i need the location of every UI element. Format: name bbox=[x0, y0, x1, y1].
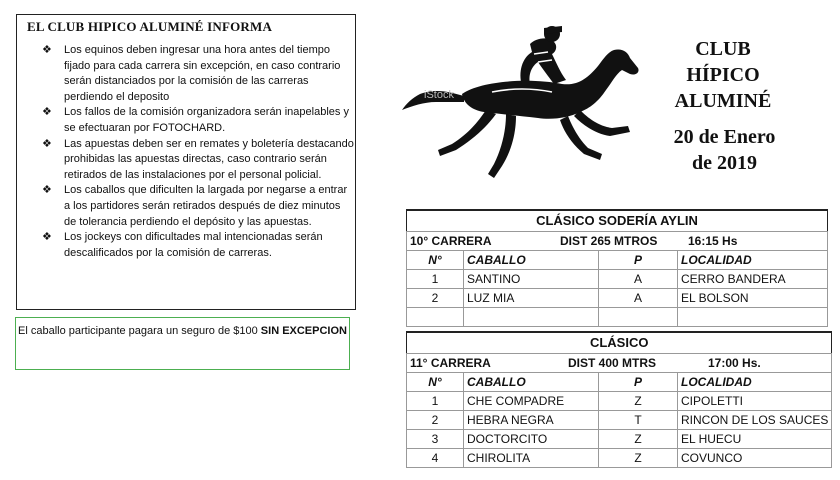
col-header-locality: LOCALIDAD bbox=[678, 250, 828, 269]
col-header-horse: CABALLO bbox=[464, 372, 599, 391]
table-row: 3 DOCTORCITO Z EL HUECU bbox=[407, 429, 832, 448]
col-header-p: P bbox=[599, 250, 678, 269]
race-time: 16:15 Hs bbox=[688, 233, 738, 248]
club-title bbox=[648, 36, 798, 114]
table-row: 1 SANTINO A CERRO BANDERA bbox=[407, 269, 828, 288]
table-header-row bbox=[407, 250, 828, 269]
table-row-empty bbox=[407, 307, 828, 326]
table-row: 4 CHIROLITA Z COVUNCO bbox=[407, 448, 832, 467]
diamond-bullet-icon: ❖ bbox=[42, 184, 52, 197]
race-title: CLÁSICO SODERÍA AYLIN bbox=[407, 210, 828, 231]
table-row: 1 CHE COMPADRE Z CIPOLETTI bbox=[407, 391, 832, 410]
race-time: 17:00 Hs. bbox=[708, 355, 761, 370]
rule-item: ❖ Las apuestas deben ser en remates y boletería destacando prohibidas las apuestas directas, caso contrario serán retirados de las instalaciones por el personal policial. bbox=[42, 137, 354, 181]
race-distance: DIST 400 MTRS bbox=[568, 355, 657, 370]
rule-item: ❖ Los caballos que dificulten la largada por negarse a entrar a los partidores serán retirados después de diez minutos de tolerancia perdiendo el depósito y las apuestas. bbox=[42, 184, 348, 228]
race-info bbox=[407, 353, 832, 372]
race-distance: DIST 265 MTROS bbox=[560, 233, 658, 248]
col-header-num: N° bbox=[407, 250, 464, 269]
notice-text: El caballo participante pagara un seguro de $100 bbox=[18, 325, 258, 337]
diamond-bullet-icon: ❖ bbox=[42, 231, 52, 244]
insurance-notice bbox=[15, 317, 350, 370]
info-box bbox=[16, 14, 356, 310]
notice-bold: SIN EXCEPCION bbox=[260, 325, 347, 337]
table-header-row bbox=[407, 372, 832, 391]
info-title: EL CLUB HIPICO ALUMINÉ INFORMA bbox=[27, 19, 273, 34]
race-table-11 bbox=[406, 331, 832, 468]
rules-list bbox=[42, 43, 354, 261]
race-title-row bbox=[407, 332, 832, 353]
race-table-10 bbox=[406, 209, 828, 327]
race-info-row bbox=[407, 231, 828, 250]
race-number: 11° CARRERA bbox=[410, 355, 491, 370]
race-title-row bbox=[407, 210, 828, 231]
race-number: 10° CARRERA bbox=[410, 233, 492, 248]
club-line-1: CLUB bbox=[695, 38, 751, 60]
diamond-bullet-icon: ❖ bbox=[42, 137, 52, 150]
rule-item: ❖ Los fallos de la comisión organizadora serán inapelables y se efectuaran por FOTOCHARD. bbox=[42, 106, 349, 134]
date-line-2: de 2019 bbox=[692, 152, 757, 174]
race-info-row bbox=[407, 353, 832, 372]
race-title: CLÁSICO bbox=[407, 332, 832, 353]
table-row: 2 HEBRA NEGRA T RINCON DE LOS SAUCES bbox=[407, 410, 832, 429]
club-line-3: ALUMINÉ bbox=[674, 90, 772, 112]
rule-item: ❖ Los jockeys con dificultades mal intencionadas serán descalificados por la comisión de carreras. bbox=[42, 231, 323, 259]
diamond-bullet-icon: ❖ bbox=[42, 44, 52, 56]
col-header-horse: CABALLO bbox=[464, 250, 599, 269]
watermark-text: iStock bbox=[424, 89, 454, 101]
club-line-2: HÍPICO bbox=[686, 64, 760, 86]
horse-jockey-illustration bbox=[402, 22, 642, 182]
table-row: 2 LUZ MIA A EL BOLSON bbox=[407, 288, 828, 307]
col-header-locality: LOCALIDAD bbox=[678, 372, 832, 391]
date-line-1: 20 de Enero bbox=[673, 126, 776, 148]
diamond-bullet-icon: ❖ bbox=[42, 106, 52, 119]
race-info bbox=[407, 231, 828, 250]
rule-item: ❖ Los equinos deben ingresar una hora antes del tiempo fijado para cada carrera sin excepción, en caso contrario serán distanciados por la comisión de las carreras perdiendo el deposito bbox=[42, 44, 341, 103]
col-header-num: N° bbox=[407, 372, 464, 391]
col-header-p: P bbox=[599, 372, 678, 391]
event-date bbox=[632, 124, 817, 176]
